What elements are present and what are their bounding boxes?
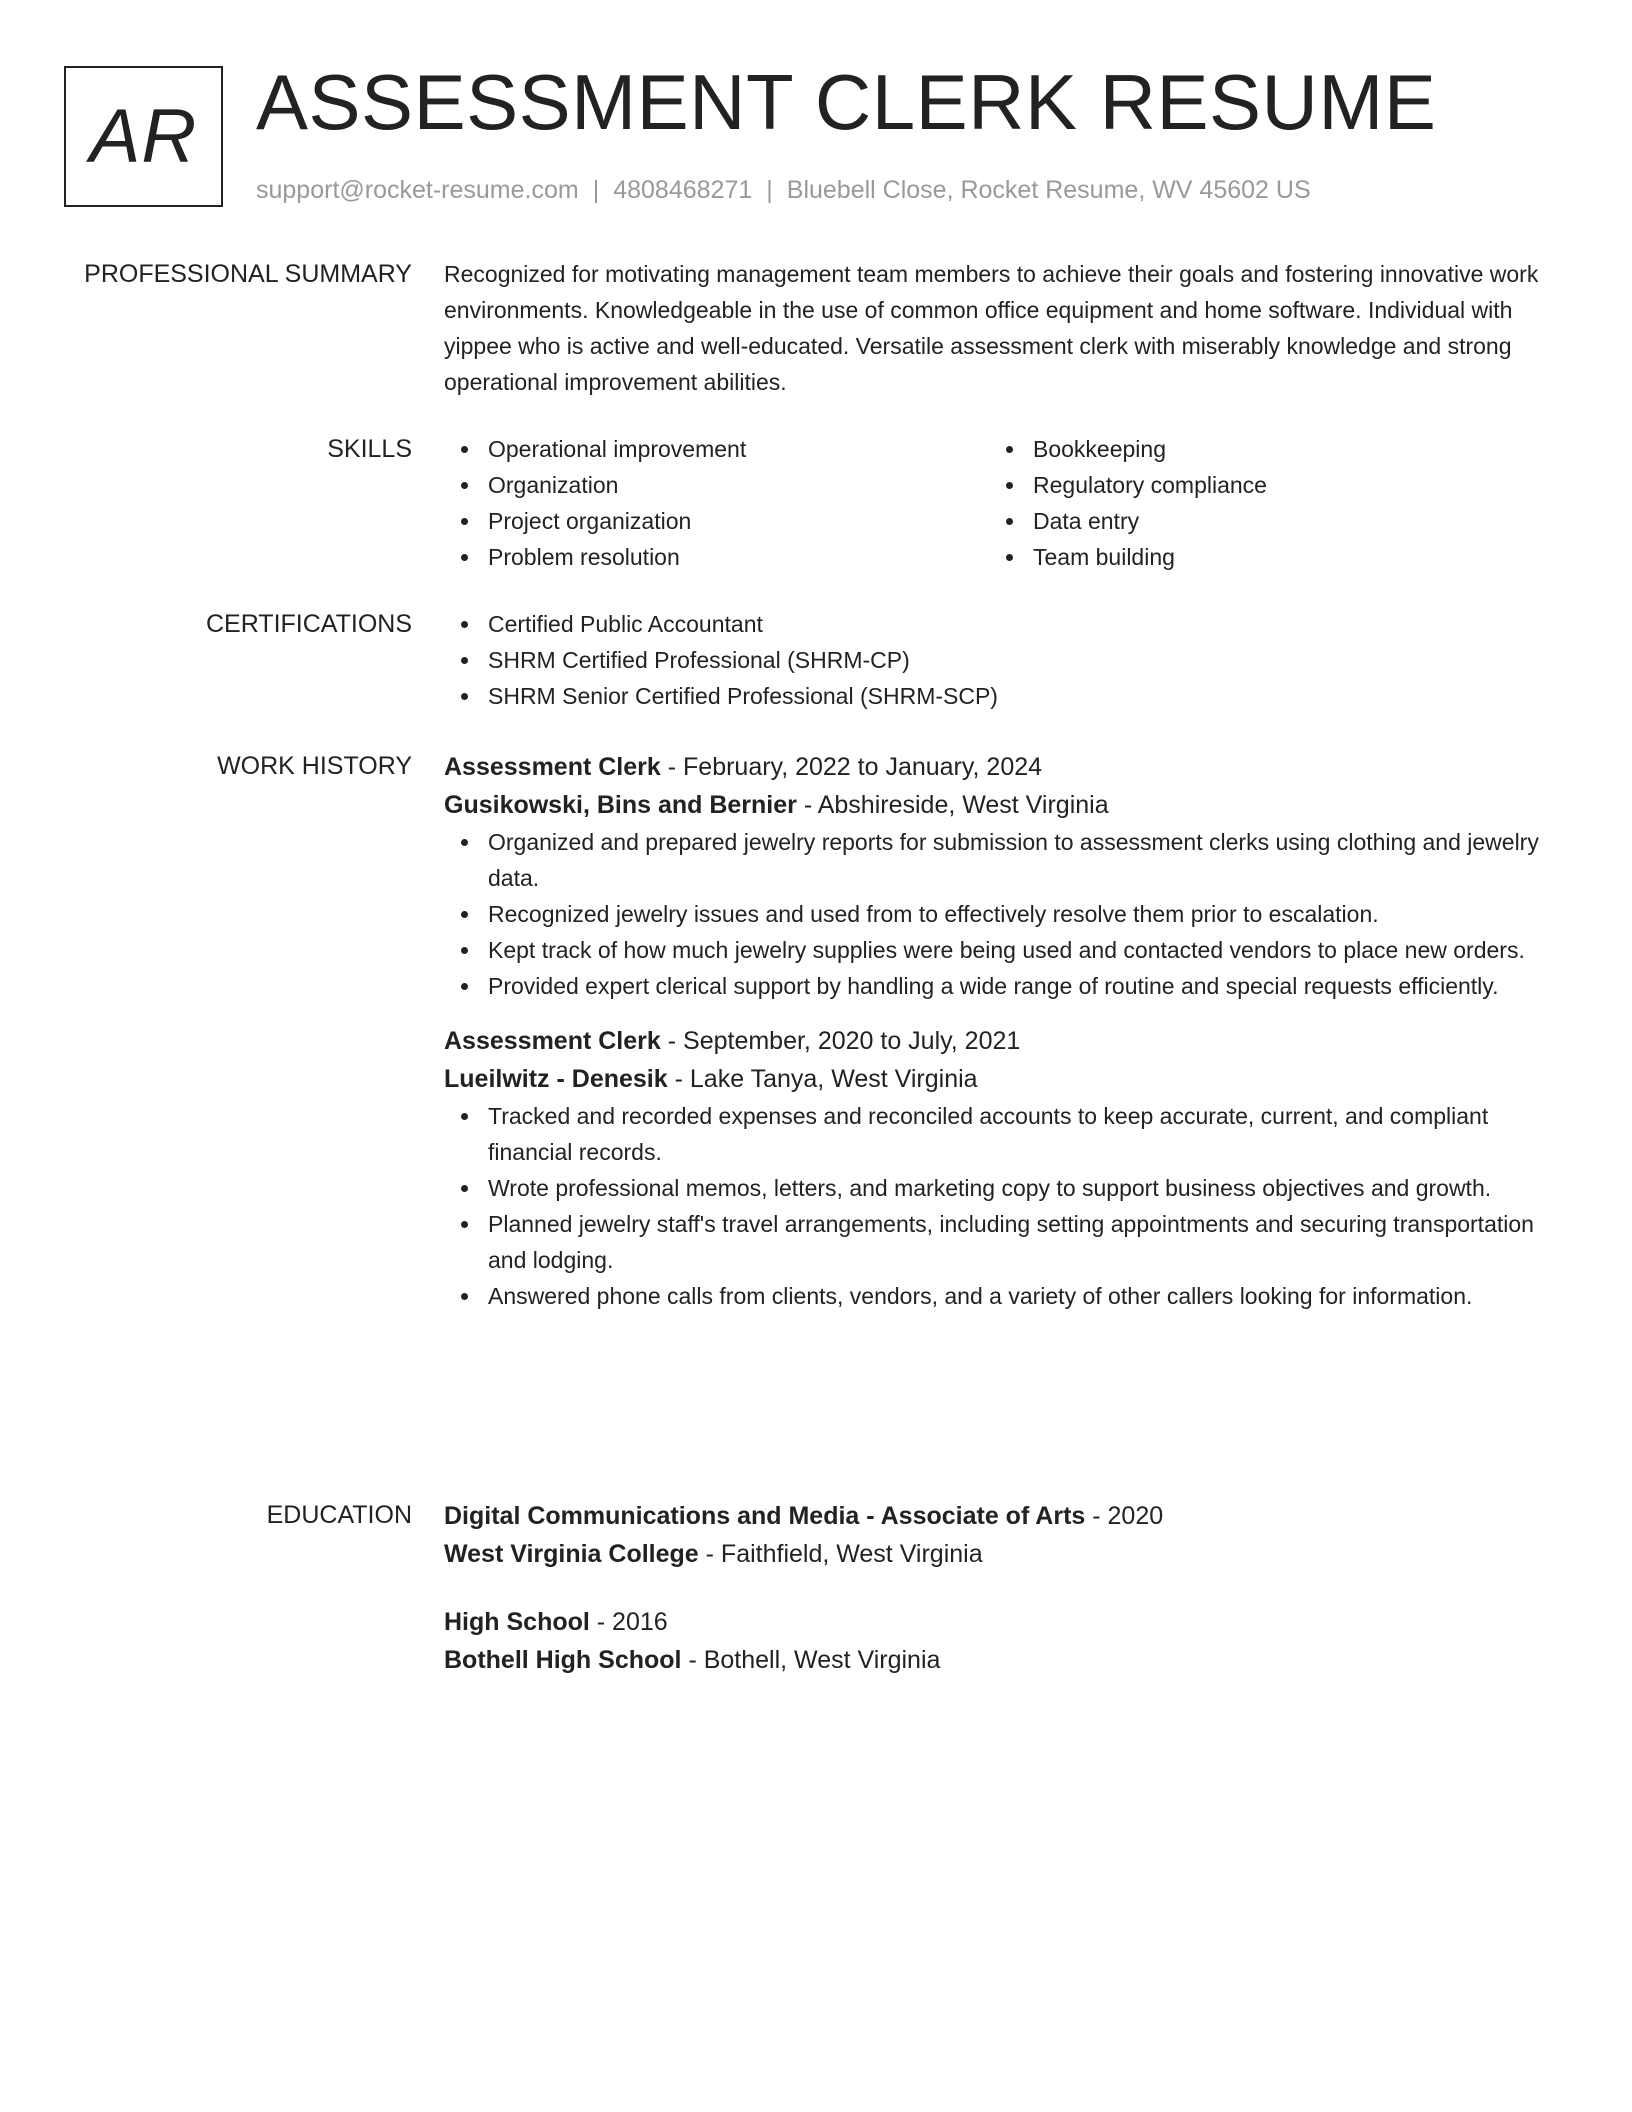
list-item: Operational improvement <box>444 431 989 467</box>
education-year: - 2016 <box>589 1608 668 1636</box>
section-label-summary: PROFESSIONAL SUMMARY <box>84 260 412 288</box>
list-item: Organized and prepared jewelry reports for submission to assessment clerks using clothing and jewelry data. <box>444 824 1564 896</box>
list-item: Organization <box>444 467 989 503</box>
education-degree-line <box>444 1497 1564 1535</box>
contact-address: Bluebell Close, Rocket Resume, WV 45602 US <box>786 176 1311 204</box>
job-company: Lueilwitz - Denesik <box>444 1065 668 1093</box>
job-dates: - September, 2020 to July, 2021 <box>660 1027 1021 1055</box>
list-item: Regulatory compliance <box>989 467 1534 503</box>
certifications-list <box>444 606 1564 714</box>
contact-phone: 4808468271 <box>613 176 753 204</box>
skills-list-left <box>444 431 989 575</box>
job-entry <box>444 748 1564 1004</box>
list-item: Answered phone calls from clients, vendors, and a variety of other callers looking for information. <box>444 1278 1564 1314</box>
list-item: Provided expert clerical support by handling a wide range of routine and special requests efficiently. <box>444 968 1564 1004</box>
education-year: - 2020 <box>1085 1502 1164 1530</box>
education-school: Bothell High School <box>444 1646 682 1674</box>
education-school-line <box>444 1641 1564 1679</box>
list-item: SHRM Certified Professional (SHRM-CP) <box>444 642 1564 678</box>
job-bullet-list <box>444 824 1564 1004</box>
list-item: Project organization <box>444 503 989 539</box>
education-school: West Virginia College <box>444 1540 699 1568</box>
education-degree: High School <box>444 1608 590 1636</box>
monogram-initials: AR <box>89 93 198 179</box>
certifications-body <box>444 606 1564 714</box>
education-degree-line <box>444 1603 1564 1641</box>
list-item: Planned jewelry staff's travel arrangements, including setting appointments and securing transportation and lodging. <box>444 1206 1564 1278</box>
skills-grid <box>444 431 1564 575</box>
monogram-box <box>64 66 223 207</box>
list-item: Kept track of how much jewelry supplies were being used and contacted vendors to place new orders. <box>444 932 1564 968</box>
list-item: Team building <box>989 539 1534 575</box>
education-school-line <box>444 1535 1564 1573</box>
education-degree: Digital Communications and Media - Associate of Arts <box>444 1502 1086 1530</box>
job-location: - Lake Tanya, West Virginia <box>667 1065 978 1093</box>
job-title: Assessment Clerk <box>444 1027 661 1055</box>
section-label-work: WORK HISTORY <box>217 752 412 780</box>
section-label-certifications: CERTIFICATIONS <box>205 610 412 638</box>
skills-list-right <box>989 431 1534 575</box>
contact-line <box>256 172 1311 208</box>
list-item: Tracked and recorded expenses and reconciled accounts to keep accurate, current, and compliant financial records. <box>444 1098 1564 1170</box>
education-location: - Bothell, West Virginia <box>681 1646 941 1674</box>
list-item: Problem resolution <box>444 539 989 575</box>
job-company-line <box>444 786 1564 824</box>
job-company: Gusikowski, Bins and Bernier <box>444 791 797 819</box>
job-location: - Abshireside, West Virginia <box>796 791 1109 819</box>
summary-text: Recognized for motivating management team members to achieve their goals and fostering innovative work environments. Knowledgeable in the use of common office equipment and home software. Individual with yippee who is active and well-educated. Versatile assessment clerk with miserably knowledge and strong operational improvement abilities. <box>444 261 1539 395</box>
education-entry <box>444 1603 1564 1679</box>
job-title: Assessment Clerk <box>444 753 661 781</box>
education-location: - Faithfield, West Virginia <box>698 1540 983 1568</box>
contact-separator: | <box>766 176 773 204</box>
section-label-skills: SKILLS <box>327 435 412 463</box>
list-item: Certified Public Accountant <box>444 606 1564 642</box>
job-title-line <box>444 1022 1564 1060</box>
list-item: Wrote professional memos, letters, and marketing copy to support business objectives and growth. <box>444 1170 1564 1206</box>
list-item: Data entry <box>989 503 1534 539</box>
section-label-education: EDUCATION <box>266 1501 412 1529</box>
job-company-line <box>444 1060 1564 1098</box>
list-item: Recognized jewelry issues and used from to effectively resolve them prior to escalation. <box>444 896 1564 932</box>
job-entry <box>444 1022 1564 1314</box>
resume-title: ASSESSMENT CLERK RESUME <box>256 58 1437 146</box>
job-title-line <box>444 748 1564 786</box>
education-body <box>444 1497 1564 1679</box>
contact-separator: | <box>592 176 600 204</box>
education-entry <box>444 1497 1564 1573</box>
contact-email: support@rocket-resume.com <box>256 176 579 204</box>
list-item: SHRM Senior Certified Professional (SHRM-SCP) <box>444 678 1564 714</box>
summary-body <box>444 256 1564 400</box>
list-item: Bookkeeping <box>989 431 1534 467</box>
job-dates: - February, 2022 to January, 2024 <box>660 753 1043 781</box>
skills-body <box>444 431 1564 575</box>
job-bullet-list <box>444 1098 1564 1314</box>
work-body <box>444 748 1564 1314</box>
